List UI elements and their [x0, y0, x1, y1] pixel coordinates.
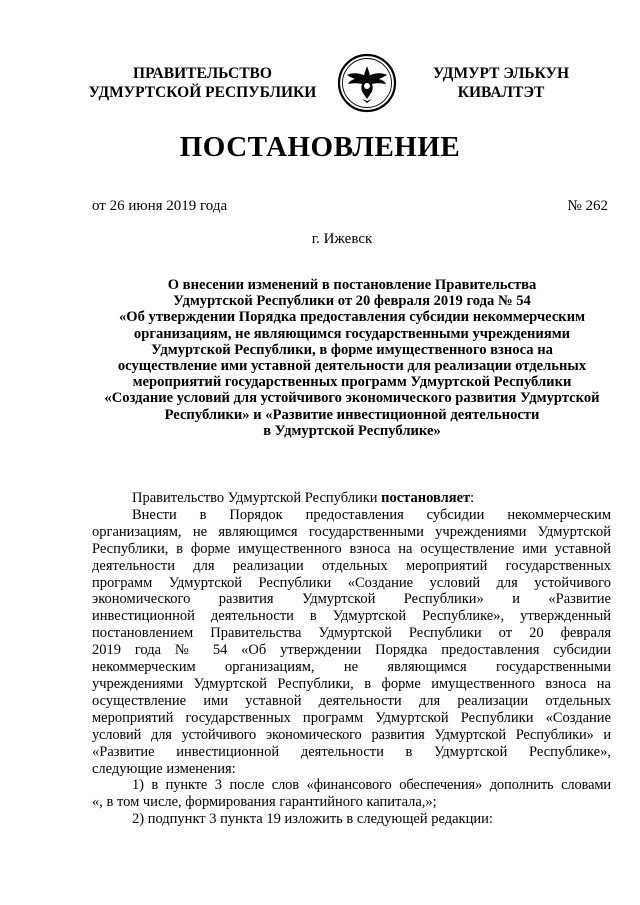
- header-left-line: ПРАВИТЕЛЬСТВО: [133, 65, 272, 82]
- body-line: некоммерческим организациям, не являющимся государственными: [92, 659, 611, 676]
- item-1-line: 1) в пункте 3 после слов «финансового обеспечения» дополнить словами: [132, 777, 611, 794]
- body-line: постановлением Правительства Удмуртской Республики от 20 февраля: [92, 625, 611, 642]
- body-line: мероприятий государственных программ Удмуртской Республики «Создание: [92, 709, 611, 726]
- intro-colon: :: [470, 490, 475, 506]
- header-right-line: УДМУРТ ЭЛЬКУН: [432, 65, 570, 82]
- body-line: деятельности для реализации отдельных мероприятий государственных: [92, 557, 611, 574]
- subject-line: «Об утверждении Порядка предоставления субсидии некоммерческим: [118, 309, 586, 326]
- body-line: учреждениями Удмуртской Республики, в форме имущественного взноса на: [92, 675, 611, 692]
- government-name-udmurt: [416, 64, 586, 102]
- body-line: следующие изменения:: [92, 760, 236, 777]
- body-line: «Развитие инвестиционной деятельности в Удмуртской Республике»,: [92, 743, 611, 760]
- document-body: [92, 490, 611, 828]
- intro-verb: постановляет: [381, 490, 471, 506]
- intro-text: Правительство Удмуртской Республики: [132, 490, 378, 506]
- item-1-line: «, в том числе, формирования гарантийного капитала,»;: [92, 794, 437, 811]
- body-line: Республики, в форме имущественного взноса на осуществление ими уставной: [92, 540, 611, 557]
- header-left-line: УДМУРТСКОЙ РЕСПУБЛИКИ: [88, 84, 317, 101]
- document-number: № 262: [567, 198, 608, 214]
- body-line: программ Удмуртской Республики «Создание условий для устойчивого: [92, 574, 611, 591]
- subject-line: мероприятий государственных программ Удмуртской Республики: [132, 374, 572, 391]
- document-city: г. Ижевск: [311, 231, 373, 247]
- body-line: осуществление ими уставной деятельности для реализации отдельных: [92, 692, 611, 709]
- subject-line: «Создание условий для устойчивого экономического развития Удмуртской: [104, 390, 600, 407]
- subject-line: Удмуртской Республики, в форме имущественного взноса на: [151, 341, 553, 358]
- subject-line: Республики» и «Развитие инвестиционной деятельности: [164, 406, 540, 423]
- body-line: инвестиционной деятельности в Удмуртской Республике», утвержденный: [92, 608, 611, 625]
- body-line: организациям, не являющимся государственными учреждениями Удмуртской: [92, 523, 611, 540]
- document-subject: [92, 277, 612, 439]
- document-title: ПОСТАНОВЛЕНИЕ: [179, 131, 461, 163]
- document-date: от 26 июня 2019 года: [92, 198, 228, 214]
- subject-line: Удмуртской Республики от 20 февраля 2019 года № 54: [173, 293, 531, 310]
- government-name-russian: [85, 64, 320, 102]
- item-2-line: 2) подпункт 3 пункта 19 изложить в следующей редакции:: [132, 811, 493, 828]
- header-right-line: КИВАЛТЭТ: [457, 84, 545, 101]
- coat-of-arms-icon: [337, 53, 397, 113]
- body-line: условий для устойчивого экономического развития Удмуртской Республики» и: [92, 726, 611, 743]
- subject-line: организациям, не являющимся государственными учреждениями: [133, 325, 571, 342]
- subject-line: осуществление ими уставной деятельности для реализации отдельных: [117, 358, 587, 375]
- intro-paragraph: [92, 490, 611, 507]
- subject-line: в Удмуртской Республике»: [263, 422, 441, 439]
- subject-line: О внесении изменений в постановление Правительства: [167, 277, 537, 293]
- body-line: 2019 года № 54 «Об утверждении Порядка предоставления субсидии: [92, 642, 611, 659]
- body-line: экономического развития Удмуртской Республики» и «Развитие: [92, 591, 611, 608]
- body-line: Внести в Порядок предоставления субсидии некоммерческим: [132, 506, 611, 523]
